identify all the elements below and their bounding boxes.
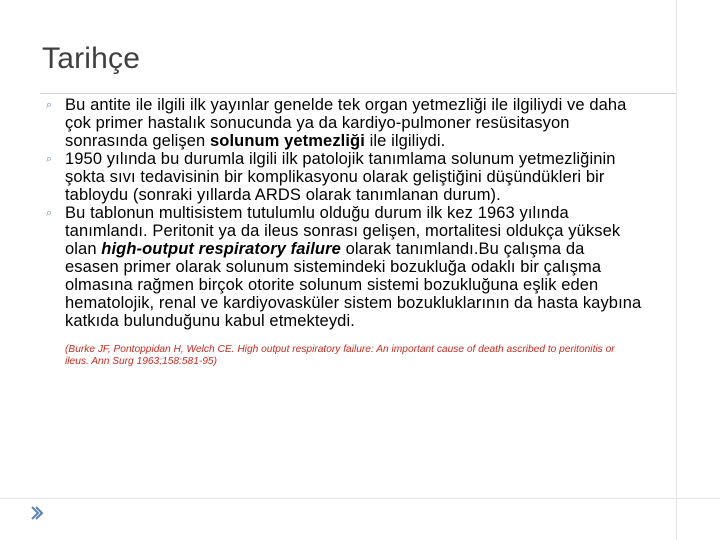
slide-frame-horizontal-line (0, 498, 720, 499)
bullet-text-segment: ile ilgiliydi. (364, 132, 446, 150)
bullet-item (46, 204, 642, 330)
bullet-text (65, 96, 626, 150)
slide-body (46, 96, 642, 368)
slide-title: Tarihçe (42, 42, 141, 75)
slide-frame-vertical-line (676, 0, 677, 540)
bullet-text: 1950 yılında bu durumla ilgili ilk patolojik tanımlama solunum yetmezliğinin şokta sıvı tedavisinin bir komplikasyonu olarak geliştiğini düşündükleri bir tabloydu (sonraki yıllarda ARDS olarak tanımlanan durum). (65, 150, 616, 204)
bullet-text (65, 204, 641, 330)
bullet-text-segment: Bu tablonun multisistem tutulumlu olduğu durum ilk kez 1963 yılında tanımlandı. Peritonit ya da ileus sonrası gelişen, mortalitesi oldukça yüksek olan (65, 204, 621, 258)
bullet-icon: ⌕ (46, 153, 53, 165)
bullet-item (46, 150, 642, 204)
bullet-text-segment: olarak tanımlandı.Bu çalışma da esasen primer olarak solunum sistemindeki bozukluğa odaklı bir çalışma olmasına rağmen birçok otorite solunum sistemi bozukluğuna eşlik eden hematolojik, renal ve kardiyovasküler sistem bozukluklarının da hasta kaybına katkıda bulunduğunu kabul etmekteydi. (65, 240, 642, 330)
bullet-icon: ⌕ (46, 207, 53, 219)
reference-citation: (Burke JF, Pontoppidan H, Welch CE. High output respiratory failure: An important cause of death ascribed to peritonitis or ileus. Ann Surg 1963;158:581-95) (65, 344, 615, 367)
bullet-item (46, 96, 642, 150)
title-divider (40, 93, 677, 94)
bullet-text-segment: Bu antite ile ilgili ilk yayınlar genelde tek organ yetmezliği ile ilgiliydi ve daha çok primer hastalık sonucunda ya da kardiyo-pulmoner resüsitasyon sonrasında gelişen (65, 96, 627, 150)
bullet-emphasis: solunum yetmezliği (210, 132, 365, 150)
bullet-emphasis: high-output respiratory failure (101, 240, 341, 258)
bullet-icon: ⌕ (46, 99, 53, 111)
double-chevron-right-icon[interactable] (30, 505, 44, 521)
